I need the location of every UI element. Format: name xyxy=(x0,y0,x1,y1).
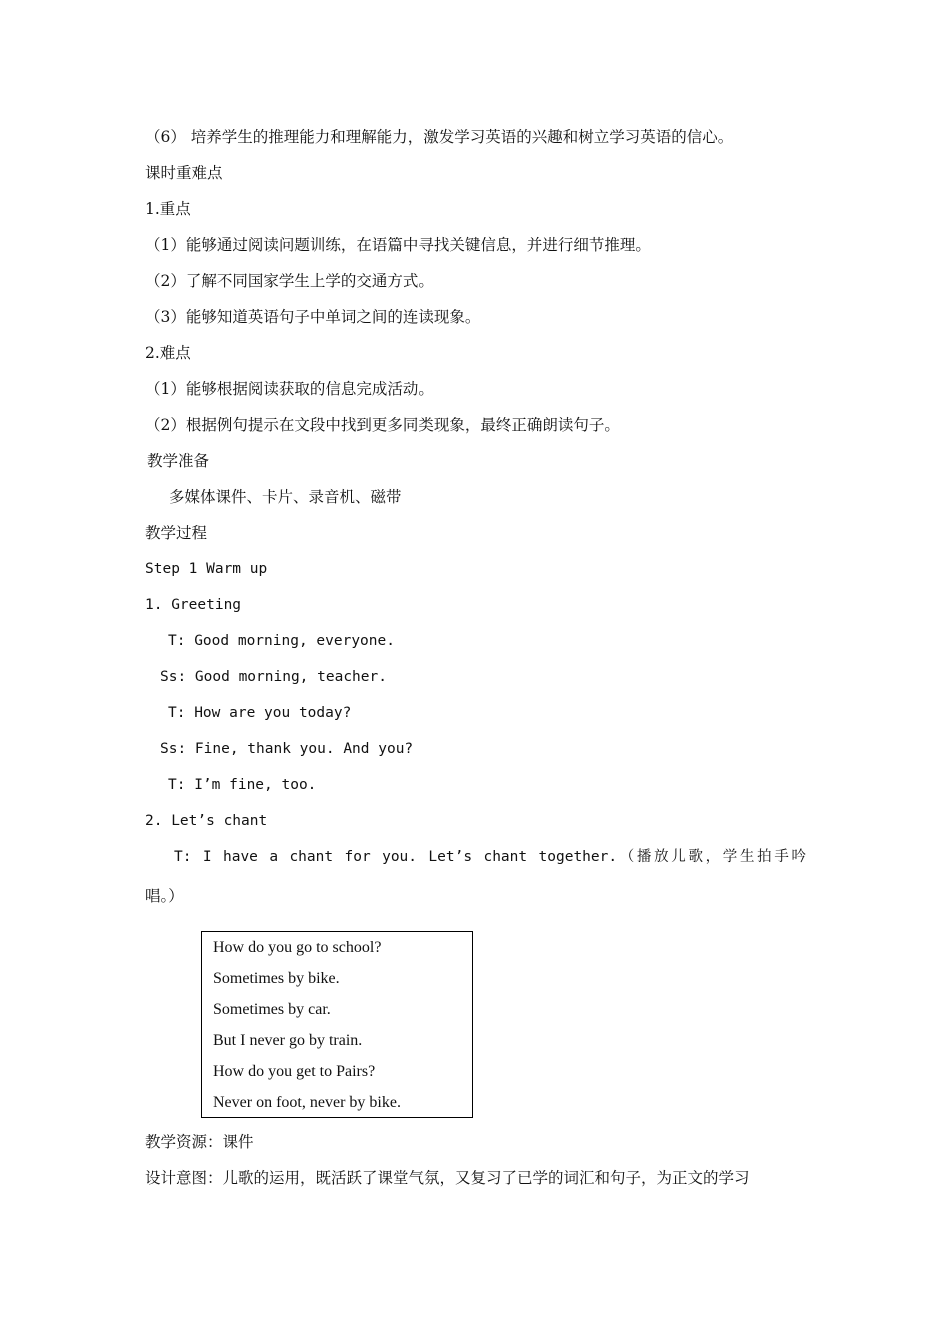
dialogue-line-3: T: How are you today? xyxy=(168,705,352,721)
difficult-item-2: （2）根据例句提示在文段中找到更多同类现象，最终正确朗读句子。 xyxy=(145,416,620,434)
dialogue-line-1: T: Good morning, everyone. xyxy=(168,633,395,649)
chant-line-6: Never on foot, never by bike. xyxy=(213,1094,401,1111)
dialogue-line-5: T: I’m fine, too. xyxy=(168,777,317,793)
dialogue-line-2: Ss: Good morning, teacher. xyxy=(160,669,387,685)
greeting-title: 1. Greeting xyxy=(145,597,242,613)
difficult-item-1: （1）能够根据阅读获取的信息完成活动。 xyxy=(145,380,434,398)
chant-box xyxy=(201,931,473,1118)
chant-title: 2. Let’s chant xyxy=(145,813,268,829)
chant-line-2: Sometimes by bike. xyxy=(213,970,340,987)
focus-item-2: （2）了解不同国家学生上学的交通方式。 xyxy=(145,272,434,290)
key-points-heading: 课时重难点 xyxy=(145,164,223,182)
chant-line-1: How do you go to school? xyxy=(213,939,382,956)
focus-item-1: （1）能够通过阅读问题训练，在语篇中寻找关键信息，并进行细节推理。 xyxy=(145,236,651,254)
resource-line: 教学资源：课件 xyxy=(145,1133,254,1151)
step1-title: Step 1 Warm up xyxy=(145,561,268,577)
chant-line-3: Sometimes by car. xyxy=(213,1001,331,1018)
objective-item-6: （6） 培养学生的推理能力和理解能力，激发学习英语的兴趣和树立学习英语的信心。 xyxy=(145,128,734,146)
process-heading: 教学过程 xyxy=(145,524,208,542)
focus-title: 1.重点 xyxy=(145,200,191,218)
chant-intro-line-2: 唱。） xyxy=(145,887,184,905)
dialogue-line-4: Ss: Fine, thank you. And you? xyxy=(160,741,414,757)
chant-line-5: How do you get to Pairs? xyxy=(213,1063,376,1080)
preparation-heading: 教学准备 xyxy=(147,452,210,470)
chant-line-4: But I never go by train. xyxy=(213,1032,363,1049)
preparation-text: 多媒体课件、卡片、录音机、磁带 xyxy=(169,488,402,506)
chant-intro-line-1: T: I have a chant for you. Let’s chant together.（播放儿歌，学生拍手吟 xyxy=(174,849,806,865)
focus-item-3: （3）能够知道英语句子中单词之间的连读现象。 xyxy=(145,308,481,326)
design-intent-line: 设计意图：儿歌的运用，既活跃了课堂气氛，又复习了已学的词汇和句子，为正文的学习 xyxy=(145,1169,750,1187)
difficult-title: 2.难点 xyxy=(145,344,191,362)
